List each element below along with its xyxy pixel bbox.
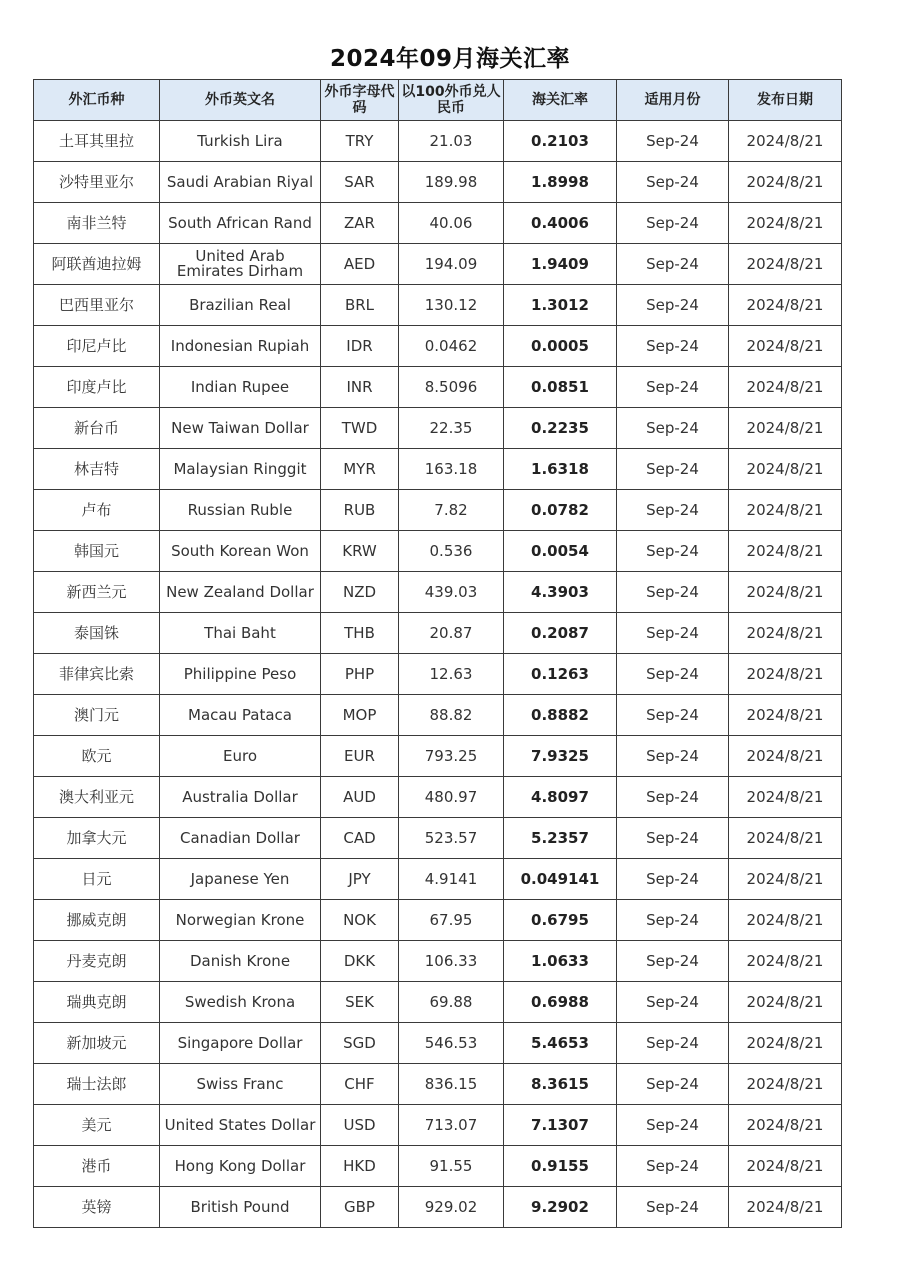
cell-en-name: United States Dollar — [160, 1105, 321, 1146]
cell-month: Sep-24 — [617, 367, 729, 408]
cell-cn-name: 印尼卢比 — [34, 326, 160, 367]
cell-rate: 1.6318 — [504, 449, 617, 490]
table-row — [34, 777, 842, 818]
cell-code: NZD — [321, 572, 399, 613]
cell-per100: 106.33 — [399, 941, 504, 982]
cell-rate: 1.3012 — [504, 285, 617, 326]
header-rate: 海关汇率 — [504, 80, 617, 121]
cell-month: Sep-24 — [617, 695, 729, 736]
cell-cn-name: 沙特里亚尔 — [34, 162, 160, 203]
cell-rate: 0.2235 — [504, 408, 617, 449]
table-row — [34, 244, 842, 285]
cell-per100: 0.0462 — [399, 326, 504, 367]
cell-month: Sep-24 — [617, 203, 729, 244]
header-per100: 以100外币兑人民币 — [399, 80, 504, 121]
table-row — [34, 449, 842, 490]
cell-cn-name: 土耳其里拉 — [34, 121, 160, 162]
cell-date: 2024/8/21 — [729, 941, 842, 982]
cell-rate: 0.6988 — [504, 982, 617, 1023]
cell-cn-name: 瑞士法郎 — [34, 1064, 160, 1105]
cell-month: Sep-24 — [617, 736, 729, 777]
cell-month: Sep-24 — [617, 572, 729, 613]
cell-per100: 88.82 — [399, 695, 504, 736]
exchange-rate-table — [33, 79, 842, 1228]
cell-code: KRW — [321, 531, 399, 572]
cell-en-name: Norwegian Krone — [160, 900, 321, 941]
cell-cn-name: 挪威克朗 — [34, 900, 160, 941]
cell-cn-name: 林吉特 — [34, 449, 160, 490]
cell-en-name: United Arab Emirates Dirham — [160, 244, 321, 285]
cell-month: Sep-24 — [617, 818, 729, 859]
cell-date: 2024/8/21 — [729, 654, 842, 695]
cell-date: 2024/8/21 — [729, 285, 842, 326]
cell-month: Sep-24 — [617, 1064, 729, 1105]
cell-per100: 4.9141 — [399, 859, 504, 900]
cell-cn-name: 瑞典克朗 — [34, 982, 160, 1023]
table-row — [34, 1187, 842, 1228]
cell-month: Sep-24 — [617, 1146, 729, 1187]
cell-date: 2024/8/21 — [729, 1023, 842, 1064]
table-row — [34, 408, 842, 449]
cell-rate: 0.6795 — [504, 900, 617, 941]
cell-en-name: Russian Ruble — [160, 490, 321, 531]
cell-en-name: Euro — [160, 736, 321, 777]
cell-code: GBP — [321, 1187, 399, 1228]
cell-rate: 5.4653 — [504, 1023, 617, 1064]
cell-cn-name: 印度卢比 — [34, 367, 160, 408]
cell-code: JPY — [321, 859, 399, 900]
cell-en-name: Swedish Krona — [160, 982, 321, 1023]
cell-rate: 5.2357 — [504, 818, 617, 859]
cell-cn-name: 新台币 — [34, 408, 160, 449]
cell-month: Sep-24 — [617, 408, 729, 449]
cell-date: 2024/8/21 — [729, 203, 842, 244]
cell-en-name: Philippine Peso — [160, 654, 321, 695]
cell-code: EUR — [321, 736, 399, 777]
cell-code: RUB — [321, 490, 399, 531]
table-row — [34, 613, 842, 654]
cell-per100: 7.82 — [399, 490, 504, 531]
header-en-name: 外币英文名 — [160, 80, 321, 121]
cell-rate: 1.0633 — [504, 941, 617, 982]
cell-month: Sep-24 — [617, 1187, 729, 1228]
cell-rate: 4.3903 — [504, 572, 617, 613]
cell-code: DKK — [321, 941, 399, 982]
cell-rate: 0.9155 — [504, 1146, 617, 1187]
cell-rate: 9.2902 — [504, 1187, 617, 1228]
table-row — [34, 1146, 842, 1187]
cell-en-name: New Zealand Dollar — [160, 572, 321, 613]
cell-code: ZAR — [321, 203, 399, 244]
cell-per100: 0.536 — [399, 531, 504, 572]
cell-en-name: Canadian Dollar — [160, 818, 321, 859]
cell-date: 2024/8/21 — [729, 367, 842, 408]
cell-en-name: Turkish Lira — [160, 121, 321, 162]
table-row — [34, 654, 842, 695]
cell-code: SAR — [321, 162, 399, 203]
cell-code: PHP — [321, 654, 399, 695]
cell-per100: 40.06 — [399, 203, 504, 244]
table-row — [34, 162, 842, 203]
header-cn-name: 外汇币种 — [34, 80, 160, 121]
cell-date: 2024/8/21 — [729, 1187, 842, 1228]
cell-month: Sep-24 — [617, 244, 729, 285]
cell-cn-name: 港币 — [34, 1146, 160, 1187]
cell-cn-name: 英镑 — [34, 1187, 160, 1228]
cell-en-name: Indonesian Rupiah — [160, 326, 321, 367]
cell-per100: 130.12 — [399, 285, 504, 326]
cell-date: 2024/8/21 — [729, 326, 842, 367]
cell-code: THB — [321, 613, 399, 654]
cell-date: 2024/8/21 — [729, 1105, 842, 1146]
cell-date: 2024/8/21 — [729, 736, 842, 777]
cell-rate: 0.1263 — [504, 654, 617, 695]
cell-per100: 439.03 — [399, 572, 504, 613]
cell-cn-name: 巴西里亚尔 — [34, 285, 160, 326]
cell-month: Sep-24 — [617, 449, 729, 490]
cell-month: Sep-24 — [617, 531, 729, 572]
cell-rate: 0.0054 — [504, 531, 617, 572]
table-row — [34, 285, 842, 326]
cell-month: Sep-24 — [617, 859, 729, 900]
cell-rate: 0.0851 — [504, 367, 617, 408]
cell-code: TWD — [321, 408, 399, 449]
cell-en-name: New Taiwan Dollar — [160, 408, 321, 449]
cell-code: BRL — [321, 285, 399, 326]
cell-month: Sep-24 — [617, 326, 729, 367]
cell-cn-name: 欧元 — [34, 736, 160, 777]
table-row — [34, 572, 842, 613]
cell-cn-name: 新加坡元 — [34, 1023, 160, 1064]
cell-date: 2024/8/21 — [729, 449, 842, 490]
cell-cn-name: 丹麦克朗 — [34, 941, 160, 982]
cell-per100: 8.5096 — [399, 367, 504, 408]
cell-per100: 546.53 — [399, 1023, 504, 1064]
cell-code: CHF — [321, 1064, 399, 1105]
cell-month: Sep-24 — [617, 613, 729, 654]
cell-code: NOK — [321, 900, 399, 941]
cell-code: MYR — [321, 449, 399, 490]
cell-month: Sep-24 — [617, 1023, 729, 1064]
header-code: 外币字母代码 — [321, 80, 399, 121]
table-row — [34, 1023, 842, 1064]
cell-date: 2024/8/21 — [729, 900, 842, 941]
cell-month: Sep-24 — [617, 1105, 729, 1146]
cell-cn-name: 日元 — [34, 859, 160, 900]
cell-en-name: British Pound — [160, 1187, 321, 1228]
cell-rate: 0.2087 — [504, 613, 617, 654]
cell-month: Sep-24 — [617, 162, 729, 203]
table-row — [34, 900, 842, 941]
cell-month: Sep-24 — [617, 285, 729, 326]
cell-date: 2024/8/21 — [729, 695, 842, 736]
cell-en-name: South Korean Won — [160, 531, 321, 572]
cell-month: Sep-24 — [617, 941, 729, 982]
cell-cn-name: 菲律宾比索 — [34, 654, 160, 695]
cell-en-name: South African Rand — [160, 203, 321, 244]
cell-en-name: Singapore Dollar — [160, 1023, 321, 1064]
cell-month: Sep-24 — [617, 490, 729, 531]
cell-per100: 194.09 — [399, 244, 504, 285]
table-row — [34, 818, 842, 859]
cell-date: 2024/8/21 — [729, 244, 842, 285]
cell-code: USD — [321, 1105, 399, 1146]
cell-date: 2024/8/21 — [729, 121, 842, 162]
cell-code: TRY — [321, 121, 399, 162]
table-row — [34, 941, 842, 982]
cell-date: 2024/8/21 — [729, 572, 842, 613]
cell-rate: 7.9325 — [504, 736, 617, 777]
cell-date: 2024/8/21 — [729, 1146, 842, 1187]
table-row — [34, 326, 842, 367]
cell-per100: 793.25 — [399, 736, 504, 777]
cell-per100: 12.63 — [399, 654, 504, 695]
cell-month: Sep-24 — [617, 654, 729, 695]
cell-date: 2024/8/21 — [729, 777, 842, 818]
cell-rate: 8.3615 — [504, 1064, 617, 1105]
cell-per100: 69.88 — [399, 982, 504, 1023]
cell-date: 2024/8/21 — [729, 818, 842, 859]
cell-rate: 0.0005 — [504, 326, 617, 367]
cell-en-name: Australia Dollar — [160, 777, 321, 818]
table-row — [34, 859, 842, 900]
cell-code: SGD — [321, 1023, 399, 1064]
cell-per100: 929.02 — [399, 1187, 504, 1228]
table-row — [34, 531, 842, 572]
cell-rate: 4.8097 — [504, 777, 617, 818]
cell-code: HKD — [321, 1146, 399, 1187]
cell-code: AED — [321, 244, 399, 285]
cell-date: 2024/8/21 — [729, 531, 842, 572]
cell-en-name: Indian Rupee — [160, 367, 321, 408]
cell-en-name: Saudi Arabian Riyal — [160, 162, 321, 203]
table-row — [34, 121, 842, 162]
header-date: 发布日期 — [729, 80, 842, 121]
cell-en-name: Danish Krone — [160, 941, 321, 982]
table-row — [34, 203, 842, 244]
cell-rate: 0.2103 — [504, 121, 617, 162]
cell-cn-name: 卢布 — [34, 490, 160, 531]
cell-cn-name: 澳门元 — [34, 695, 160, 736]
cell-cn-name: 加拿大元 — [34, 818, 160, 859]
table-row — [34, 695, 842, 736]
cell-month: Sep-24 — [617, 121, 729, 162]
cell-per100: 189.98 — [399, 162, 504, 203]
cell-code: MOP — [321, 695, 399, 736]
cell-en-name: Hong Kong Dollar — [160, 1146, 321, 1187]
header-row — [34, 80, 842, 121]
cell-month: Sep-24 — [617, 982, 729, 1023]
cell-rate: 0.049141 — [504, 859, 617, 900]
table-row — [34, 1105, 842, 1146]
cell-en-name: Brazilian Real — [160, 285, 321, 326]
cell-per100: 20.87 — [399, 613, 504, 654]
cell-en-name: Thai Baht — [160, 613, 321, 654]
cell-en-name: Japanese Yen — [160, 859, 321, 900]
cell-en-name: Malaysian Ringgit — [160, 449, 321, 490]
header-month: 适用月份 — [617, 80, 729, 121]
cell-date: 2024/8/21 — [729, 859, 842, 900]
cell-date: 2024/8/21 — [729, 490, 842, 531]
cell-code: CAD — [321, 818, 399, 859]
cell-date: 2024/8/21 — [729, 613, 842, 654]
cell-per100: 67.95 — [399, 900, 504, 941]
cell-cn-name: 南非兰特 — [34, 203, 160, 244]
cell-rate: 0.0782 — [504, 490, 617, 531]
cell-code: AUD — [321, 777, 399, 818]
cell-per100: 91.55 — [399, 1146, 504, 1187]
cell-per100: 163.18 — [399, 449, 504, 490]
cell-month: Sep-24 — [617, 777, 729, 818]
cell-rate: 1.8998 — [504, 162, 617, 203]
table-row — [34, 736, 842, 777]
cell-cn-name: 泰国铢 — [34, 613, 160, 654]
table-row — [34, 490, 842, 531]
cell-en-name: Macau Pataca — [160, 695, 321, 736]
cell-date: 2024/8/21 — [729, 408, 842, 449]
cell-rate: 1.9409 — [504, 244, 617, 285]
cell-per100: 22.35 — [399, 408, 504, 449]
table-row — [34, 367, 842, 408]
cell-rate: 7.1307 — [504, 1105, 617, 1146]
cell-cn-name: 阿联酋迪拉姆 — [34, 244, 160, 285]
cell-month: Sep-24 — [617, 900, 729, 941]
cell-cn-name: 韩国元 — [34, 531, 160, 572]
cell-code: IDR — [321, 326, 399, 367]
cell-per100: 836.15 — [399, 1064, 504, 1105]
cell-per100: 713.07 — [399, 1105, 504, 1146]
page-title: 2024年09月海关汇率 — [329, 46, 571, 72]
cell-rate: 0.8882 — [504, 695, 617, 736]
cell-rate: 0.4006 — [504, 203, 617, 244]
cell-cn-name: 新西兰元 — [34, 572, 160, 613]
table-row — [34, 982, 842, 1023]
cell-code: INR — [321, 367, 399, 408]
table-row — [34, 1064, 842, 1105]
cell-per100: 523.57 — [399, 818, 504, 859]
cell-per100: 21.03 — [399, 121, 504, 162]
cell-per100: 480.97 — [399, 777, 504, 818]
cell-cn-name: 美元 — [34, 1105, 160, 1146]
cell-cn-name: 澳大利亚元 — [34, 777, 160, 818]
cell-en-name: Swiss Franc — [160, 1064, 321, 1105]
cell-code: SEK — [321, 982, 399, 1023]
cell-date: 2024/8/21 — [729, 1064, 842, 1105]
cell-date: 2024/8/21 — [729, 162, 842, 203]
cell-date: 2024/8/21 — [729, 982, 842, 1023]
